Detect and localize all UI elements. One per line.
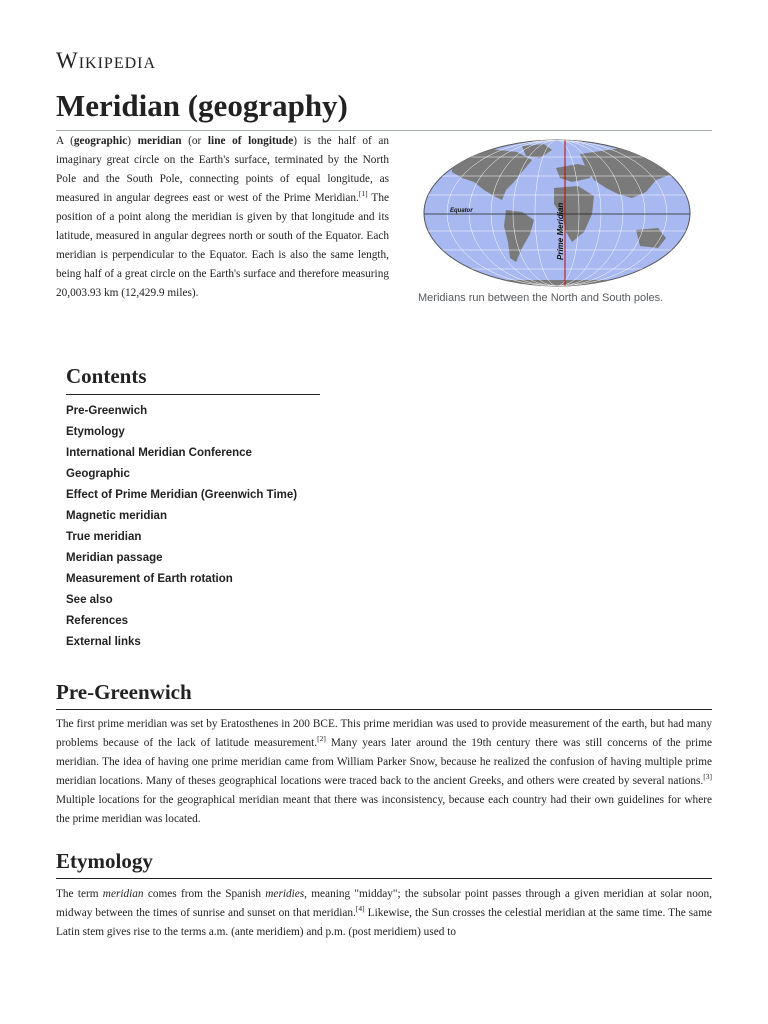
prime-meridian-label: Prime Meridian [556, 202, 565, 260]
toc-item-true-meridian[interactable]: True meridian [66, 531, 142, 543]
term-meridian: meridian [137, 135, 182, 147]
toc-heading: Contents [66, 362, 320, 395]
table-of-contents [66, 362, 320, 653]
meridian-figure [418, 138, 712, 304]
term-meridian-italic: meridian [102, 888, 144, 900]
intro-paragraph: A (geographic) meridian (or line of longitude) is the half of an imaginary great circle on the Earth's surface, terminated by the North Pole and the South Pole, connecting points of equal longitude, as measured in angular degrees east or west of the Prime Meridian.[1] The position of a point along the meridian is given by that longitude and its latitude, measured in angular degrees north or south of the Equator. Each meridian is perpendicular to the Equator. Each is also the same length, being half of a great circle on the Earth's surface and therefore measuring 20,003.93 km (12,429.9 miles). [56, 135, 390, 299]
toc-item-geographic[interactable]: Geographic [66, 468, 130, 480]
toc-item-references[interactable]: References [66, 615, 129, 627]
toc-item-pre-greenwich[interactable]: Pre-Greenwich [66, 405, 148, 417]
pre-greenwich-paragraph: The first prime meridian was set by Eratosthenes in 200 BCE. This prime meridian was used to provide measurement of the earth, but had many problems because of the lack of latitude measurement.[2] Many years later around the 19th century there was still concerns of the prime meridian. The idea of having one prime meridian came from William Parker Snow, because he realized the confusion of having multiple prime meridian locations. Many of theses geographical locations were traced back to the ancient Greeks, and others were created by several nations.[3] Multiple locations for the geographical meridian meant that there was inconsistency, because each country had their own guidelines for where the prime meridian was located. [56, 718, 712, 825]
reference-2[interactable]: [2] [317, 734, 326, 744]
page-title: Meridian (geography) [56, 86, 712, 131]
etymology-paragraph: The term meridian comes from the Spanish meridies, meaning "midday"; the subsolar point passes through a given meridian at solar noon, midway between the times of sunrise and sunset on that meridian.[4] Likewise, the Sun crosses the celestial meridian at the same time. The same Latin stem gives rise to the terms a.m. (ante meridiem) and p.m. (post meridiem) used to [56, 888, 712, 938]
term-geographic: geographic [73, 135, 128, 147]
reference-4[interactable]: [4] [355, 904, 365, 914]
toc-item-etymology[interactable]: Etymology [66, 426, 125, 438]
term-line-of-longitude: line of longitude [207, 135, 294, 147]
figure-caption: Meridians run between the North and South poles. [418, 292, 664, 304]
toc-list [66, 401, 320, 653]
equator-label: Equator [450, 208, 473, 214]
reference-3[interactable]: [3] [703, 772, 712, 782]
toc-item-see-also[interactable]: See also [66, 594, 113, 606]
toc-item-meridian-passage[interactable]: Meridian passage [66, 552, 163, 564]
toc-item-effect-of-prime-meridian[interactable]: Effect of Prime Meridian (Greenwich Time) [66, 489, 298, 501]
world-map-image[interactable] [422, 138, 692, 288]
toc-item-international-meridian-conference[interactable]: International Meridian Conference [66, 447, 252, 459]
section-heading-etymology: Etymology [56, 847, 712, 879]
reference-1[interactable]: [1] [358, 189, 368, 199]
toc-item-measurement-of-earth-rotation[interactable]: Measurement of Earth rotation [66, 573, 233, 585]
wikipedia-logo[interactable]: Wikipedia [56, 48, 157, 73]
toc-item-magnetic-meridian[interactable]: Magnetic meridian [66, 510, 167, 522]
section-heading-pre-greenwich: Pre-Greenwich [56, 678, 712, 710]
term-meridies: meridies [265, 888, 305, 900]
toc-item-external-links[interactable]: External links [66, 636, 141, 648]
